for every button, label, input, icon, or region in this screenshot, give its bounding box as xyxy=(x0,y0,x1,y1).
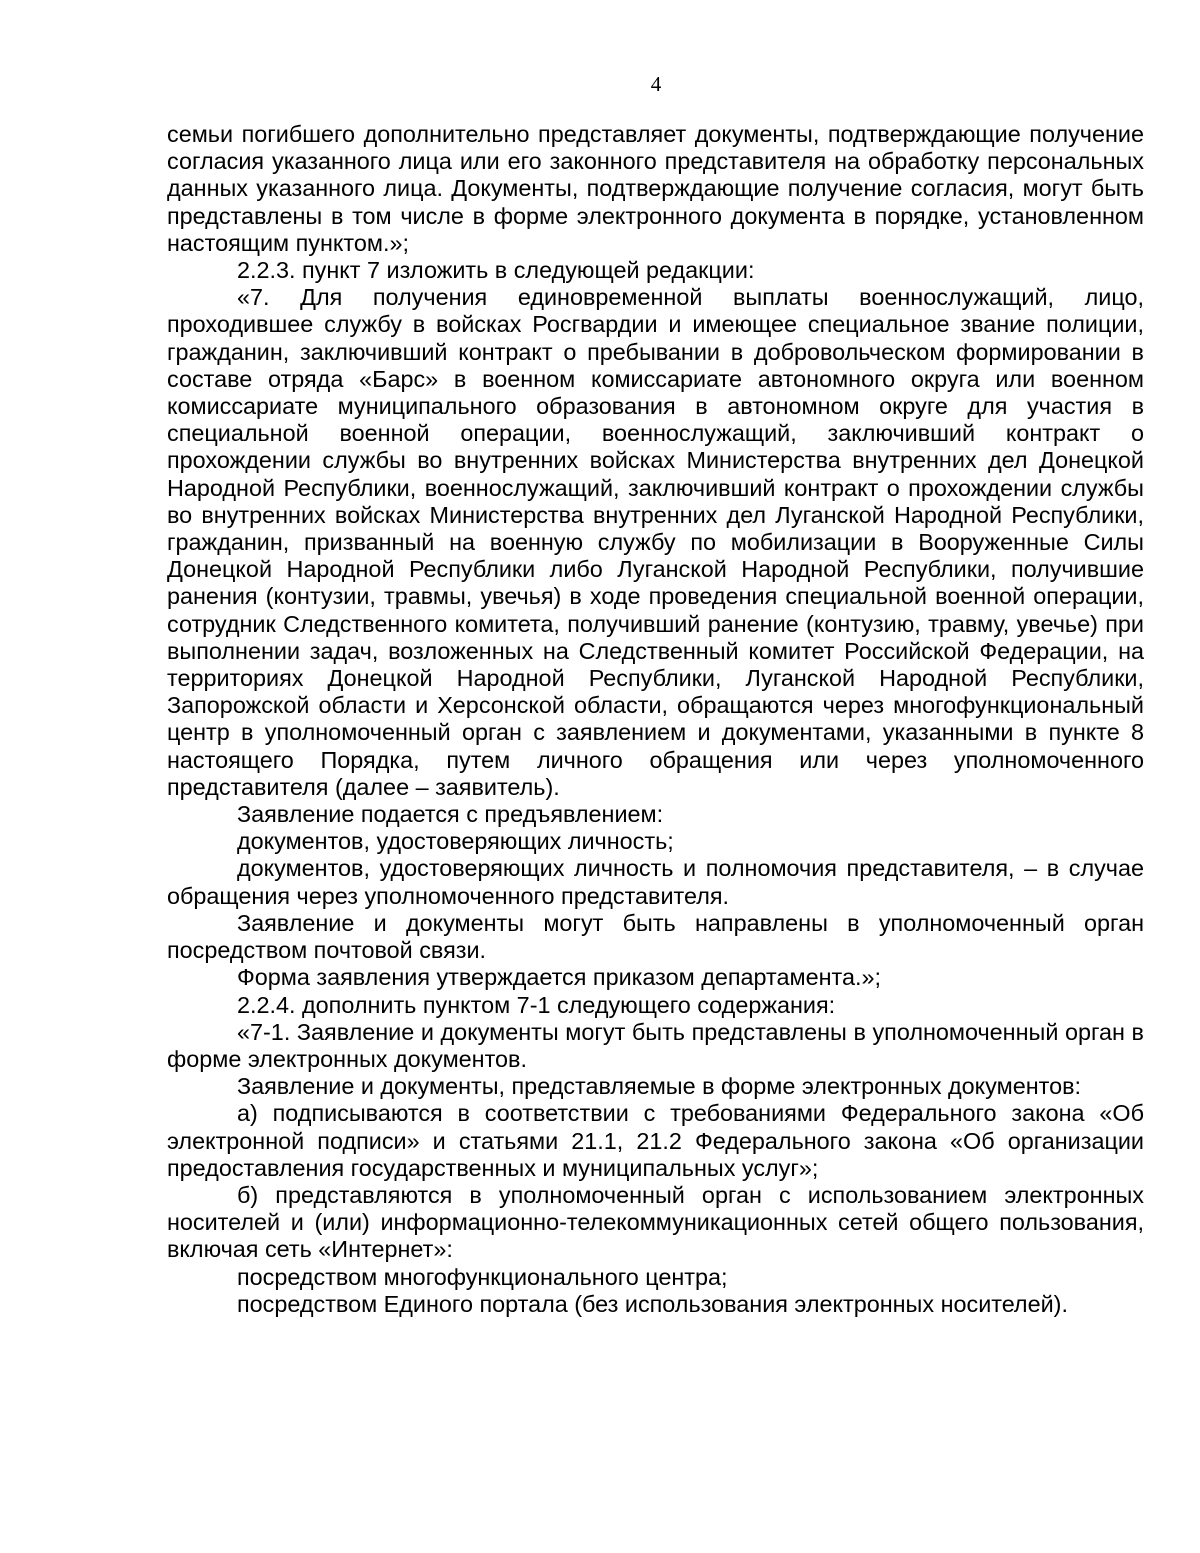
paragraph-via-portal: посредством Единого портала (без использования электронных носителей). xyxy=(237,1290,1068,1317)
page-number: 4 xyxy=(650,72,662,96)
paragraph-continuation: семьи погибшего дополнительно представляет документы, подтверждающие получение согласия указанного лица или его законного представителя на обработку персональных данных указанного лица. Документы, подтверждающие получение согласия, могут быть представлены в том числе в форме электронного документа в порядке, установленном настоящим пунктом.»; xyxy=(167,121,1144,256)
paragraph-postal-delivery: Заявление и документы могут быть направлены в уполномоченный орган посредством почтовой связи. xyxy=(167,909,1144,964)
paragraph-electronic-documents: Заявление и документы, представляемые в форме электронных документов: xyxy=(237,1073,1082,1100)
paragraph-item-7: «7. Для получения единовременной выплаты военнослужащий, лицо, проходившее службу в войсках Росгвардии и имеющее специальное звание полиции, гражданин, заключивший контракт о пребывании в добровольческом формировании в составе отряда «Барс» в военном комиссариате автономного округа или военном комиссариате муниципального образования в автономном округе для участия в специальной военной операции, военнослужащий, заключивший контракт о прохождении службы во внутренних войсках Министерства внутренних дел Донецкой Народной Республики, военнослужащий, заключивший контракт о прохождении службы во внутренних войсках Министерства внутренних дел Луганской Народной Республики, гражданин, призванный на военную службу по мобилизации в Вооруженные Силы Донецкой Народной Республики либо Луганской Народной Республики, получившие ранения (контузии, травмы, увечья) в ходе проведения специальной военной операции, сотрудник Следственного комитета, получивший ранение (контузию, травму, увечье) при выполнении задач, возложенных на Следственный комитет Российской Федерации, на территориях Донецкой Народной Республики, Луганской Народной Республики, Запорожской области и Херсонской области, обращаются через многофункциональный центр в уполномоченный орган с заявлением и документами, указанными в пункте 8 настоящего Порядка, путем личного обращения или через уполномоченного представителя (далее – заявитель). xyxy=(167,284,1144,800)
paragraph-2-2-3: 2.2.3. пункт 7 изложить в следующей редакции: xyxy=(237,257,755,284)
paragraph-application-presented: Заявление подается с предъявлением: xyxy=(237,801,664,828)
paragraph-form-approval: Форма заявления утверждается приказом департамента.»; xyxy=(237,964,881,991)
paragraph-subitem-b: б) представляются в уполномоченный орган с использованием электронных носителей и (или) информационно-телекоммуникационных сетей общего пользования, включая сеть «Интернет»: xyxy=(167,1181,1144,1263)
paragraph-identity-documents: документов, удостоверяющих личность; xyxy=(237,828,674,855)
paragraph-2-2-4: 2.2.4. дополнить пунктом 7-1 следующего содержания: xyxy=(237,991,836,1018)
paragraph-item-7-1: «7-1. Заявление и документы могут быть представлены в уполномоченный орган в форме электронных документов. xyxy=(167,1018,1144,1072)
document-body xyxy=(167,121,1144,1318)
paragraph-representative-documents: документов, удостоверяющих личность и полномочия представителя, – в случае обращения через уполномоченного представителя. xyxy=(167,855,1144,909)
paragraph-subitem-a: а) подписываются в соответствии с требованиями Федерального закона «Об электронной подписи» и статьями 21.1, 21.2 Федерального закона «Об организации предоставления государственных и муниципальных услуг»; xyxy=(167,1100,1144,1181)
paragraph-via-mfc: посредством многофункционального центра; xyxy=(237,1263,728,1290)
